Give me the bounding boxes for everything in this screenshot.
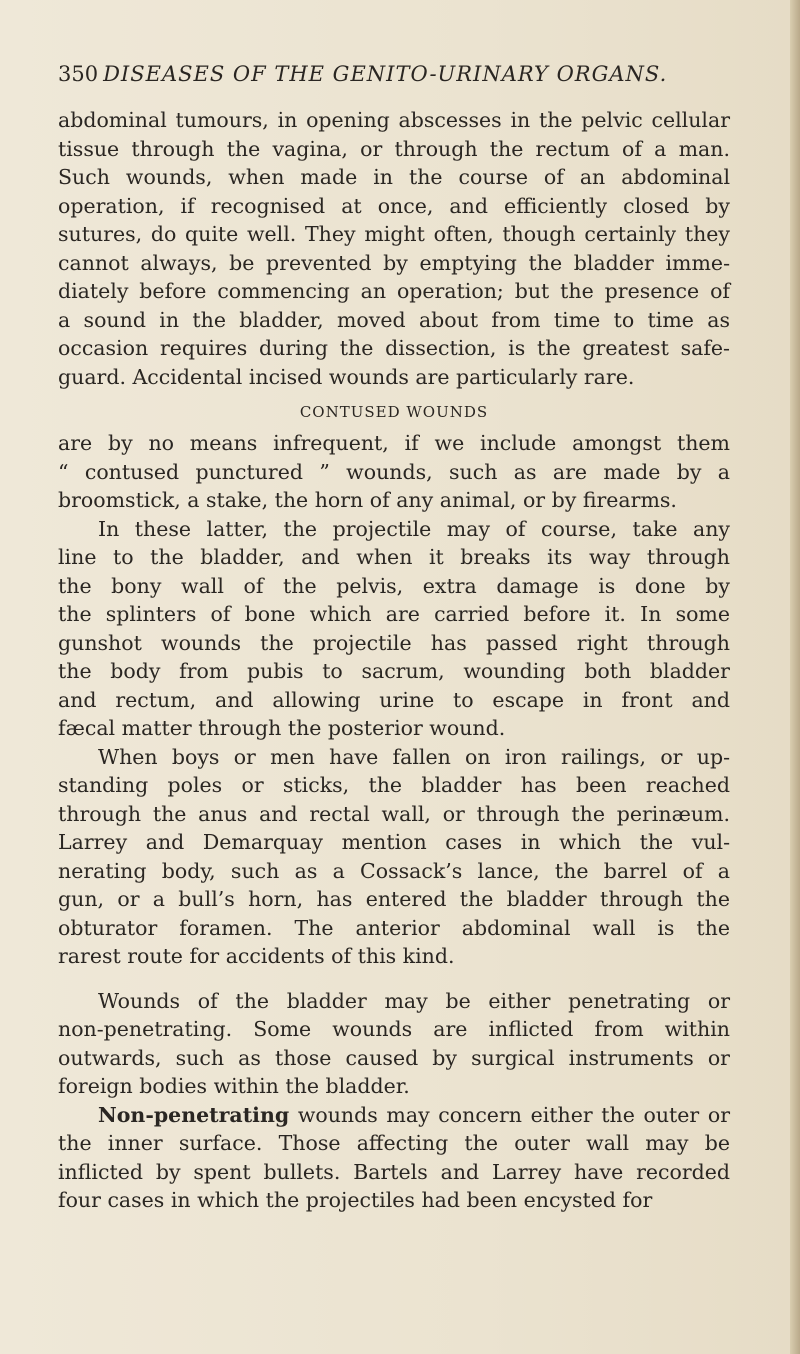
text-line: four cases in which the projectiles had been encysted for — [58, 1188, 653, 1212]
text-line: the body from pubis to sacrum, wounding both bladder — [58, 659, 730, 683]
text-line: Such wounds, when made in the course of an abdominal — [58, 165, 730, 189]
text-line: occasion requires during the dissection, is the greatest safe- — [58, 336, 730, 360]
text-line: cannot always, be prevented by emptying the bladder imme- — [58, 250, 730, 275]
text-line: rarest route for accidents of this kind. — [58, 944, 455, 968]
text-line: through the anus and rectal wall, or through the perinæum. — [58, 801, 730, 826]
text-line: sutures, do quite well. They might often, though certainly they — [58, 222, 730, 246]
text-line: nerating body, such as a Cossack’s lance, the barrel of a — [58, 858, 730, 883]
bold-lead-term: Non-penetrating — [98, 1102, 290, 1127]
page-number: 350 — [58, 62, 99, 86]
text-line: fæcal matter through the posterior wound. — [58, 716, 506, 740]
text-line: and rectum, and allowing urine to escape in front and — [58, 687, 730, 712]
text-line: non-penetrating. Some wounds are inflicted from within — [58, 1017, 730, 1041]
text-line: When boys or men have fallen on iron railings, or up- — [98, 744, 730, 769]
text-line: obturator foramen. The anterior abdominal wall is the — [58, 915, 730, 940]
text-line: guard. Accidental incised wounds are particularly rare. — [58, 364, 635, 389]
text-line: abdominal tumours, in opening abscesses in the pelvic cellular — [58, 108, 730, 132]
paragraph-2 — [58, 429, 730, 515]
paragraph-4 — [58, 743, 730, 971]
text-line: broomstick, a stake, the horn of any animal, or by firearms. — [58, 488, 677, 512]
text-line — [58, 1101, 730, 1130]
text-line: gunshot wounds the projectile has passed right through — [58, 630, 730, 655]
text-line: Wounds of the bladder may be either penetrating or — [98, 988, 730, 1013]
text-line: a sound in the bladder, moved about from time to time as — [58, 307, 730, 332]
text-line: diately before commencing an operation; but the presence of — [58, 279, 730, 303]
text-line: operation, if recognised at once, and efficiently closed by — [58, 193, 730, 218]
body-text — [58, 106, 730, 1215]
text-line: line to the bladder, and when it breaks its way through — [58, 545, 730, 569]
text-line: the inner surface. Those affecting the outer wall may be — [58, 1131, 730, 1155]
section-heading: CONTUSED WOUNDS — [299, 403, 489, 421]
page-header — [58, 62, 718, 86]
text-line: “ contused punctured ” wounds, such as are made by a — [58, 459, 730, 484]
text-line: Larrey and Demarquay mention cases in which the vul- — [58, 830, 730, 854]
text-line: gun, or a bull’s horn, has entered the bladder through the — [58, 887, 730, 911]
text-run: wounds may concern either the outer or — [289, 1102, 730, 1127]
text-line: are by no means infrequent, if we include amongst them — [58, 431, 730, 455]
text-line: the bony wall of the pelvis, extra damage is done by — [58, 573, 730, 598]
page-edge — [790, 0, 800, 1354]
text-line: the splinters of bone which are carried before it. In some — [58, 602, 730, 626]
text-line: tissue through the vagina, or through the rectum of a man. — [58, 136, 730, 161]
paragraph-6 — [58, 1101, 730, 1215]
paragraph-gap — [58, 971, 730, 987]
text-line: standing poles or sticks, the bladder has been reached — [58, 773, 730, 797]
text-line: In these latter, the projectile may of course, take any — [98, 516, 730, 541]
text-line: inflicted by spent bullets. Bartels and Larrey have recorded — [58, 1159, 730, 1184]
paragraph-3 — [58, 515, 730, 743]
running-title: DISEASES OF THE GENITO-URINARY ORGANS. — [103, 62, 668, 86]
paragraph-5 — [58, 987, 730, 1101]
text-line: foreign bodies within the bladder. — [58, 1074, 410, 1098]
text-line: outwards, such as those caused by surgical instruments or — [58, 1045, 730, 1070]
paragraph-1 — [58, 106, 730, 391]
